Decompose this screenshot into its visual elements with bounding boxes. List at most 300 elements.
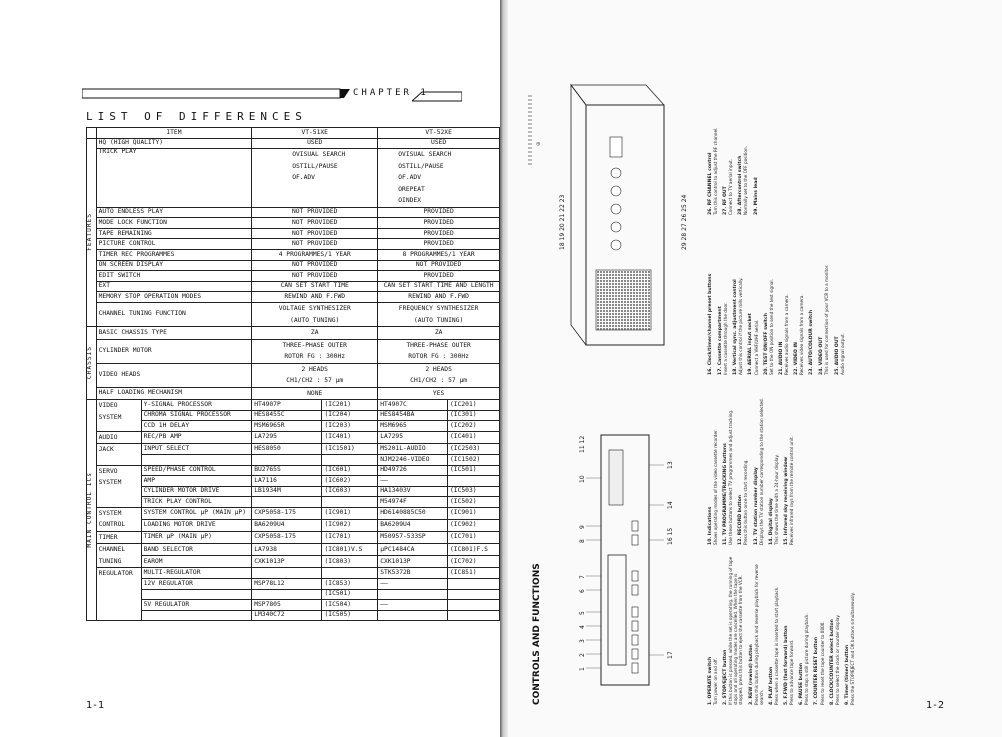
ic-v2: —— <box>378 600 448 611</box>
ic-group <box>96 444 141 465</box>
function-text: Turn power on and off. <box>713 657 719 705</box>
function-entry <box>768 395 779 545</box>
ic-v2: HD49726 <box>378 465 448 476</box>
table-row <box>87 218 500 229</box>
table-row <box>87 250 500 261</box>
features-section <box>87 138 97 326</box>
function-entry <box>707 555 718 705</box>
function-heading: 21. AUDIO IN <box>778 341 784 375</box>
table-cell <box>378 363 500 387</box>
crop-mark: ⊕ <box>536 140 541 148</box>
ic-v1: HES8050 <box>252 444 322 455</box>
function-text: Set to the ON position to send the test signal. <box>768 279 774 375</box>
ic-function: REC/PB AMP <box>141 431 252 444</box>
row-item: CHANNEL TUNING FUNCTION <box>96 303 252 327</box>
ic-ref1: (IC602) <box>322 476 378 487</box>
function-heading: 28. Aftercontrol switch <box>738 155 744 215</box>
cell-line: REGULATOR <box>98 570 133 578</box>
vcr-diagrams <box>546 65 696 705</box>
function-text: Press to advance tape forward. <box>789 639 795 705</box>
function-heading: 3. REW (rewind) button <box>748 644 754 705</box>
ic-v2: LA7295 <box>378 431 448 444</box>
function-entry <box>829 555 840 705</box>
svg-text:13: 13 <box>667 461 674 469</box>
function-entry <box>763 225 774 375</box>
cell-line: NONE <box>307 389 323 397</box>
table-row <box>87 149 500 208</box>
row-item: CYLINDER MOTOR <box>96 339 252 363</box>
svg-text:17: 17 <box>667 651 674 659</box>
ic-v2: M50957-533SP <box>378 531 448 544</box>
function-heading: 29. Mains lead <box>753 177 759 215</box>
table-row <box>87 578 500 589</box>
ic-ref1: (IC701) <box>322 531 378 544</box>
ic-ref1: (IC201) <box>322 400 378 411</box>
ics-section-label: MAIN CONTROL ICs <box>86 472 93 548</box>
function-entry <box>748 555 764 705</box>
ic-ref1: (IC1501) <box>322 444 378 455</box>
table-cell <box>378 339 500 363</box>
ic-function: TIMER μP (MAIN μP) <box>141 531 252 544</box>
svg-text:8: 8 <box>579 539 586 543</box>
svg-text:4: 4 <box>579 625 586 629</box>
table-row <box>87 303 500 327</box>
ic-ref1: (IC505) <box>322 610 378 621</box>
ic-ref1: (IC801)V.S <box>322 544 378 556</box>
function-entry <box>798 555 809 705</box>
row-item: BASIC CHASSIS TYPE <box>96 327 252 340</box>
table-row <box>87 228 500 239</box>
ic-v2: STK5372B <box>378 568 448 579</box>
ic-v2: HD6140885C50 <box>378 507 448 519</box>
table-row <box>87 281 500 292</box>
ic-v1: LA7938 <box>252 544 322 556</box>
function-heading: 9. Timer (timer) button <box>844 644 850 705</box>
function-entry <box>783 395 794 545</box>
function-heading: 1. OPERATE switch <box>708 656 713 705</box>
svg-text:16 15: 16 15 <box>667 527 674 545</box>
book-gutter <box>500 0 508 737</box>
ic-ref2: (IC2503) <box>448 444 500 455</box>
ic-function: TRICK PLAY CONTROL <box>141 497 252 508</box>
ic-v1: HT4907P <box>252 400 322 411</box>
ic-v1: BA6209U4 <box>252 519 322 531</box>
row-item: PICTURE CONTROL <box>96 239 252 250</box>
cell-line: SYSTEM <box>98 479 122 486</box>
ic-function: 5V REGULATOR <box>141 600 252 611</box>
table-row <box>87 610 500 621</box>
ic-ref1: (IC203) <box>322 421 378 432</box>
section-title: CONTROLS AND FUNCTIONS <box>532 563 542 705</box>
cell-line: YES <box>432 389 445 397</box>
ic-ref2 <box>448 476 500 487</box>
ic-v2: HT4907C <box>378 400 448 411</box>
table-row <box>87 497 500 508</box>
function-entry <box>793 225 804 375</box>
table-row <box>87 431 500 444</box>
row-item: TIMER REC PROGRAMMES <box>96 250 252 261</box>
ic-group <box>96 400 141 432</box>
ic-v1 <box>252 454 322 465</box>
function-text: If this button is pressed, while the set is operating, the running of tape stops and all operating modes are cancelled. When the tape is stopped, press this button to eject the cassette from the VCR. <box>728 556 744 705</box>
ic-function: INPUT SELECT <box>141 444 252 455</box>
ic-function <box>141 454 252 465</box>
function-entry <box>818 225 829 375</box>
ic-v1 <box>252 568 322 579</box>
ic-ref1 <box>322 568 378 579</box>
function-heading: 14. Digital display <box>768 498 774 545</box>
ic-ref2: (IC901) <box>448 507 500 519</box>
function-heading: 8. CLOCK/COUNTER select button <box>829 619 835 705</box>
ic-ref2: (IC851) <box>448 568 500 579</box>
function-heading: 13. TV station number display <box>753 467 759 545</box>
function-heading: 20. TEST ON/OFF switch <box>763 313 769 375</box>
row-v2: NOT PROVIDED <box>378 260 500 271</box>
ic-ref1: (IC902) <box>322 519 378 531</box>
ic-v2: CXK1013P <box>378 556 448 568</box>
cell-line: SYSTEM <box>98 509 122 517</box>
function-entry <box>722 65 733 215</box>
ic-v2 <box>378 610 448 621</box>
function-entry <box>707 65 718 215</box>
cell-line: ZA <box>434 329 443 337</box>
ic-ref1: (IC504) <box>322 600 378 611</box>
function-entry <box>753 65 759 215</box>
table-row <box>87 486 500 497</box>
left-page <box>0 0 500 737</box>
row-v2: PROVIDED <box>378 271 500 282</box>
function-text: Displays the TV station number corresponding to the station selected. <box>758 397 764 545</box>
svg-text:11 12: 11 12 <box>579 435 586 453</box>
table-row <box>87 465 500 476</box>
function-heading: 11. TV PROGRAMME/TRACKING buttons <box>723 443 729 545</box>
function-heading: 7. COUNTER RESET button <box>814 636 820 705</box>
table-row <box>87 544 500 556</box>
cell-line: CHANNEL <box>98 546 126 554</box>
function-text: Press this button during playback and reverse playback for reverse search. <box>753 564 764 705</box>
row-item: TRICK PLAY <box>96 149 252 208</box>
ic-v2: HA13403V <box>378 486 448 497</box>
function-heading: 12. RECORD button <box>738 494 744 545</box>
function-text: Press to select the clock or counter display. <box>834 614 840 705</box>
ic-function: MULTI-REGULATOR <box>141 568 252 579</box>
page-number: 1-1 <box>86 700 105 711</box>
table-row <box>87 568 500 579</box>
function-text: Receives video signals from a camera. <box>799 294 805 375</box>
row-v1: NOT PROVIDED <box>252 239 378 250</box>
ic-function: Y-SIGNAL PROCESSOR <box>141 400 252 411</box>
cell-line: (AUTO TUNING) <box>413 316 464 324</box>
ic-v2: BA6209U4 <box>378 519 448 531</box>
table-row <box>87 138 500 149</box>
row-item: VIDEO HEADS <box>96 363 252 387</box>
table-row <box>87 600 500 611</box>
table-row <box>87 128 500 139</box>
ic-ref1: (IC401) <box>322 431 378 444</box>
ics-section <box>87 400 97 621</box>
function-text: Connect a VHF/UHF aerial. <box>753 319 759 375</box>
cell-line: OVISUAL SEARCH <box>398 151 452 159</box>
function-text: Turn this control to adjust the RF channel. <box>713 127 719 215</box>
function-heading: 4. PLAY button <box>768 666 774 705</box>
row-item: EDIT SWITCH <box>96 271 252 282</box>
row-v2: PROVIDED <box>378 207 500 218</box>
cell-line: CONTROL <box>98 521 126 529</box>
svg-text:9: 9 <box>579 525 586 529</box>
table-row <box>87 421 500 432</box>
header-blank <box>87 128 97 139</box>
ic-function: BAND SELECTOR <box>141 544 252 556</box>
function-entry <box>808 225 814 375</box>
cell-line <box>292 195 375 207</box>
ic-ref2: (IC301) <box>448 410 500 421</box>
row-item: MODE LOCK FUNCTION <box>96 218 252 229</box>
ic-ref1 <box>322 497 378 508</box>
row-item: AUTO ENDLESS PLAY <box>96 207 252 218</box>
ic-function: CCD 1H DELAY <box>141 421 252 432</box>
cell-line: ZA <box>310 329 319 337</box>
function-text: Receives audio signals from a camera. <box>783 294 789 375</box>
ic-ref2: (IC501) <box>448 465 500 476</box>
function-text: Press to reset the tape counter to 0000. <box>819 621 825 705</box>
cell-line <box>292 184 375 196</box>
table-row <box>87 476 500 487</box>
row-v1: NOT PROVIDED <box>252 271 378 282</box>
row-v1: NOT PROVIDED <box>252 228 378 239</box>
ic-ref1: (IC901) <box>322 507 378 519</box>
function-heading: 19. AERIAL input socket <box>748 313 754 375</box>
svg-text:14: 14 <box>667 501 674 509</box>
ic-function: 12V REGULATOR <box>141 578 252 589</box>
cell-line: OSTILL/PAUSE <box>292 162 338 170</box>
function-text: Connect to TV aerial input. <box>728 158 734 215</box>
cell-line: 2 HEADS <box>301 365 328 373</box>
ic-v2: MSM6965 <box>378 421 448 432</box>
function-text: Shows operating modes of the video cassette recorder. <box>713 429 719 545</box>
ic-v1: CXP5058-175 <box>252 531 322 544</box>
chassis-section-label: CHASSIS <box>86 346 93 380</box>
table-row <box>87 207 500 218</box>
svg-text:10: 10 <box>579 475 586 483</box>
ic-ref2: (IC502) <box>448 497 500 508</box>
ic-v1: MSP7805 <box>252 600 322 611</box>
function-text: This shows the time with a 24-hour display. <box>773 454 779 545</box>
ic-v1: MSP78L12 <box>252 578 322 589</box>
function-heading: 10. Indications <box>708 506 713 545</box>
ic-v2: —— <box>378 578 448 589</box>
ic-v1: BU2765S <box>252 465 322 476</box>
table-row <box>87 454 500 465</box>
function-entry <box>753 395 764 545</box>
ic-v1: CXK1013P <box>252 556 322 568</box>
table-row <box>87 400 500 411</box>
ic-ref1: (IC803) <box>322 556 378 568</box>
chapter-bar-right <box>412 88 462 107</box>
cell-line: TIMER <box>98 533 118 541</box>
rotated-page-content <box>532 55 962 705</box>
table-cell <box>252 303 378 327</box>
function-entry <box>722 395 733 545</box>
function-heading: 25. AUDIO OUT <box>834 336 840 375</box>
ic-v1: LB1934M <box>252 486 322 497</box>
features-section-label: FEATURES <box>86 213 93 252</box>
table-row <box>87 387 500 400</box>
cell-line: SERVO <box>98 467 118 475</box>
cell-line: SYSTEM <box>98 413 122 421</box>
cell-line: OVISUAL SEARCH <box>292 151 346 159</box>
column-1 <box>707 555 859 705</box>
ic-ref1: (IC853) <box>322 578 378 589</box>
function-heading: 16. Clock/timer/channel preset buttons <box>708 273 713 375</box>
row-v2: PROVIDED <box>378 239 500 250</box>
column-3 <box>707 225 849 375</box>
function-text: Press the STOP/EJECT and OK buttons simultaneously. <box>849 592 855 705</box>
function-text: Press to stop a still picture during playback. <box>804 613 810 705</box>
ic-v1: LA7295 <box>252 431 322 444</box>
svg-text:5: 5 <box>579 611 586 615</box>
function-text: Insert a cassette through the door. <box>723 302 729 375</box>
cell-line: OF.ADV <box>292 174 315 182</box>
table-row <box>87 327 500 340</box>
ic-function: SYSTEM CONTROL μP (MAIN μP) <box>141 507 252 519</box>
ic-ref2: (IC702) <box>448 556 500 568</box>
cell-line: TUNING <box>98 557 122 565</box>
table-row <box>87 444 500 455</box>
function-heading: 5. F.FWD (fast forward) button <box>784 625 790 705</box>
ic-function: CHROMA SIGNAL PROCESSOR <box>141 410 252 421</box>
table-row <box>87 410 500 421</box>
function-entry <box>783 555 794 705</box>
svg-text:2: 2 <box>579 653 586 657</box>
ic-ref1: (IC603) <box>322 486 378 497</box>
cell-line: OREPEAT <box>398 185 425 193</box>
row-item: TAPE REMAINING <box>96 228 252 239</box>
table-cell <box>252 327 378 340</box>
row-v1: REWIND AND F.FWD <box>252 292 378 303</box>
ic-function: AMP <box>141 476 252 487</box>
ic-ref2: (IC801)F.S <box>448 544 500 556</box>
svg-text:1: 1 <box>579 667 586 671</box>
function-entry <box>813 555 824 705</box>
function-heading: 26. RF CHANNEL control <box>708 152 713 215</box>
ic-v2: HES8454BA <box>378 410 448 421</box>
function-entry <box>747 225 758 375</box>
table-row <box>87 589 500 600</box>
row-v2: PROVIDED <box>378 228 500 239</box>
function-entry <box>722 555 743 705</box>
ic-ref2 <box>448 578 500 589</box>
ic-v1: HES8455C <box>252 410 322 421</box>
table-cell <box>378 303 500 327</box>
function-heading: 15. Infrared sky receiving window <box>783 456 789 545</box>
row-item: EXT <box>96 281 252 292</box>
table-cell <box>252 339 378 363</box>
row-v1: NOT PROVIDED <box>252 260 378 271</box>
ic-ref1 <box>322 454 378 465</box>
ic-group <box>96 465 141 507</box>
function-entry <box>707 225 713 375</box>
function-heading: 6. PAUSE button <box>799 662 805 705</box>
ic-v1: LA7116 <box>252 476 322 487</box>
ic-ref2 <box>448 600 500 611</box>
row-v2: PROVIDED <box>378 218 500 229</box>
row-v2: 8 PROGRAMMES/1 YEAR <box>378 250 500 261</box>
table-cell <box>252 387 378 400</box>
row-item: MEMORY STOP OPERATION MODES <box>96 292 252 303</box>
cell-line: AUDIO <box>98 433 118 441</box>
page-number-right: 1-2 <box>926 700 945 711</box>
ic-group <box>96 431 141 444</box>
ic-ref2 <box>448 589 500 600</box>
ic-ref1: (IC601) <box>322 465 378 476</box>
function-text: This is used for connection of your VCR to a monitor. <box>824 264 830 375</box>
function-text: Receives infrared rays from the remote control unit. <box>789 436 795 545</box>
cell-line: OINDEX <box>398 197 421 205</box>
function-heading: 23. AUTO/COLOUR switch <box>809 309 815 375</box>
ic-v1: MSM6965R <box>252 421 322 432</box>
cell-line: ROTOR FG : 300Hz <box>408 353 469 361</box>
function-entry <box>844 555 855 705</box>
row-v1: 4 PROGRAMMES/1 YEAR <box>252 250 378 261</box>
table-cell <box>378 387 500 400</box>
ic-ref2: (IC902) <box>448 519 500 531</box>
cell-line: FREQUENCY SYNTHESIZER <box>398 305 479 313</box>
svg-text:3: 3 <box>579 639 586 643</box>
function-entry <box>707 395 718 545</box>
ic-ref2: (IC401) <box>448 431 500 444</box>
cell-line: CH1/CH2 : 57 μm <box>410 377 468 385</box>
header-model1: VT-51XE <box>252 128 378 139</box>
table-cell <box>252 363 378 387</box>
ic-function: CYLINDER MOTOR DRIVE <box>141 486 252 497</box>
page-title: LIST OF DIFFERENCES <box>86 110 307 123</box>
cell-line: (AUTO TUNING) <box>290 316 340 324</box>
ic-v1: CXP5058-175 <box>252 507 322 519</box>
svg-text:29 28 27 26 25 24: 29 28 27 26 25 24 <box>681 194 688 250</box>
header-model2: VT-52XE <box>378 128 500 139</box>
function-entry <box>768 555 779 705</box>
row-item: HQ (HIGH QUALITY) <box>96 138 252 149</box>
ic-ref2: (IC1502) <box>448 454 500 465</box>
ic-ref2: (IC701) <box>448 531 500 544</box>
cell-line: OSTILL/PAUSE <box>398 162 444 170</box>
cell-line: JACK <box>98 446 114 454</box>
ic-ref2 <box>448 610 500 621</box>
cell-line: THREE-PHASE OUTER <box>406 341 471 349</box>
row-v2: CAN SET START TIME AND LENGTH <box>378 281 500 292</box>
ic-group <box>96 568 141 621</box>
ic-ref2: (IC202) <box>448 421 500 432</box>
function-heading: 18. Vertical sync. adjustment control <box>733 279 739 375</box>
ic-v1 <box>252 589 322 600</box>
ic-v2: NJM2246-VIDEO <box>378 454 448 465</box>
svg-text:6: 6 <box>579 589 586 593</box>
ic-v1: LM340C72 <box>252 610 322 621</box>
header-item: ITEM <box>96 128 252 139</box>
ic-group <box>96 507 141 531</box>
function-entry <box>737 65 748 215</box>
ic-function: EAROM <box>141 556 252 568</box>
ic-ref1: (IC501) <box>322 589 378 600</box>
table-row <box>87 339 500 363</box>
ic-v2: —— <box>378 476 448 487</box>
ic-group <box>96 531 141 544</box>
function-entry <box>834 225 845 375</box>
chassis-section <box>87 327 97 400</box>
function-text: Press this button once to start recording. <box>743 459 749 545</box>
front-panel-drawing <box>579 435 674 685</box>
chapter-label: CHAPTER 1 <box>350 88 432 98</box>
